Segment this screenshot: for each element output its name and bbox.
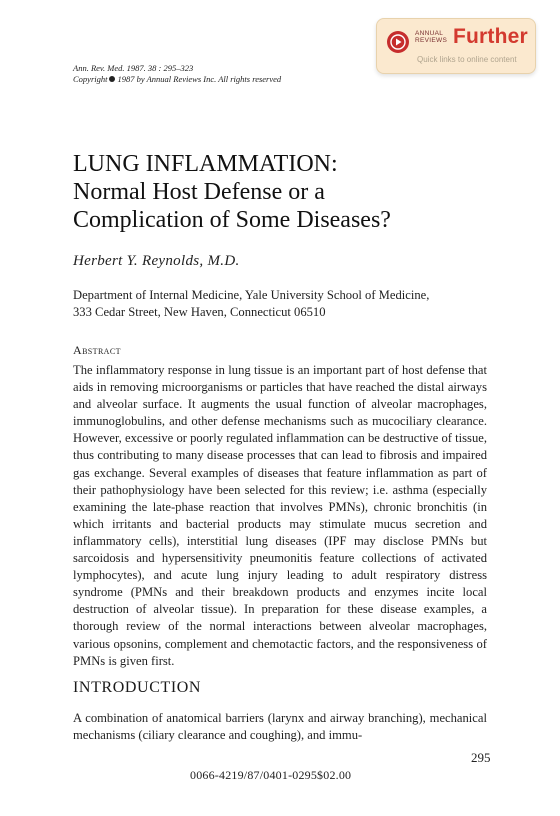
title-line-2: Normal Host Defense or a [73,179,325,205]
footer-code: 0066-4219/87/0401-0295$02.00 [190,768,352,782]
author-affiliation [73,287,429,321]
introduction-heading: INTRODUCTION [73,679,202,696]
introduction-text: A combination of anatomical barriers (larynx and airway branching), mechanical mechanisms (ciliary clearance and coughing), and immu- [73,711,487,743]
affiliation-line-2: 333 Cedar Street, New Haven, Connecticut 06510 [73,305,326,319]
journal-citation [73,63,281,85]
author-name: Herbert Y. Reynolds, M.D. [73,253,240,269]
abstract-text: The inflammatory response in lung tissue is an important part of host defense that aids in removing microorganisms or particles that have reached the distal airways and alveolar surface. It augments the usual function of alveolar macrophages, immunoglobulins, and other defense mechanisms such as mucociliary clearance. However, excessive or poorly regulated inflammation can be destructive of tissue, thus contributing to many disease processes that can lead to fibrosis and impaired gas exchange. Several examples of diseases that feature inflammation as part of their pathophysiology have been selected for this review; i.e. asthma (especially examining the late-phase reaction that involves PMNs), chronic bronchitis (in which irritants and bacterial products may stimulate mucus secretion and inflammatory cells), interstitial lung diseases (IPF may disclose PMNs but sarcoidosis and hypersensitivity pneumonitis feature collections of activated lymphocytes), and acute lung injury leading to adult respiratory distress syndrome (PMNs and their breakdown products and enzymes incite local destruction of alveolar tissue). In preparation for these disease examples, a thorough review of the normal interactions between alveolar macrophages, various opsonins, complement and chemotactic factors, and the responsiveness of PMNs is given first. [73,363,487,668]
citation-line-1: Ann. Rev. Med. 1987. 38 : 295–323 [73,63,194,73]
abstract-heading: Abstract [73,343,121,357]
annual-reviews-further-badge[interactable] [376,18,536,74]
badge-quick-links-label: Quick links to online content [417,55,517,64]
article-title [73,150,391,234]
badge-further-label: Further [453,25,528,48]
title-line-3: Complication of Some Diseases? [73,207,391,233]
annual-reviews-play-icon [387,31,409,53]
badge-publisher-label: ANNUAL REVIEWS [415,30,448,44]
copyright-dot-icon [109,76,115,82]
affiliation-line-1: Department of Internal Medicine, Yale University School of Medicine, [73,288,430,302]
page-number: 295 [471,750,491,765]
citation-line-2: Copyright 1987 by Annual Reviews Inc. All rights reserved [73,74,282,84]
title-line-1: LUNG INFLAMMATION: [73,151,338,177]
